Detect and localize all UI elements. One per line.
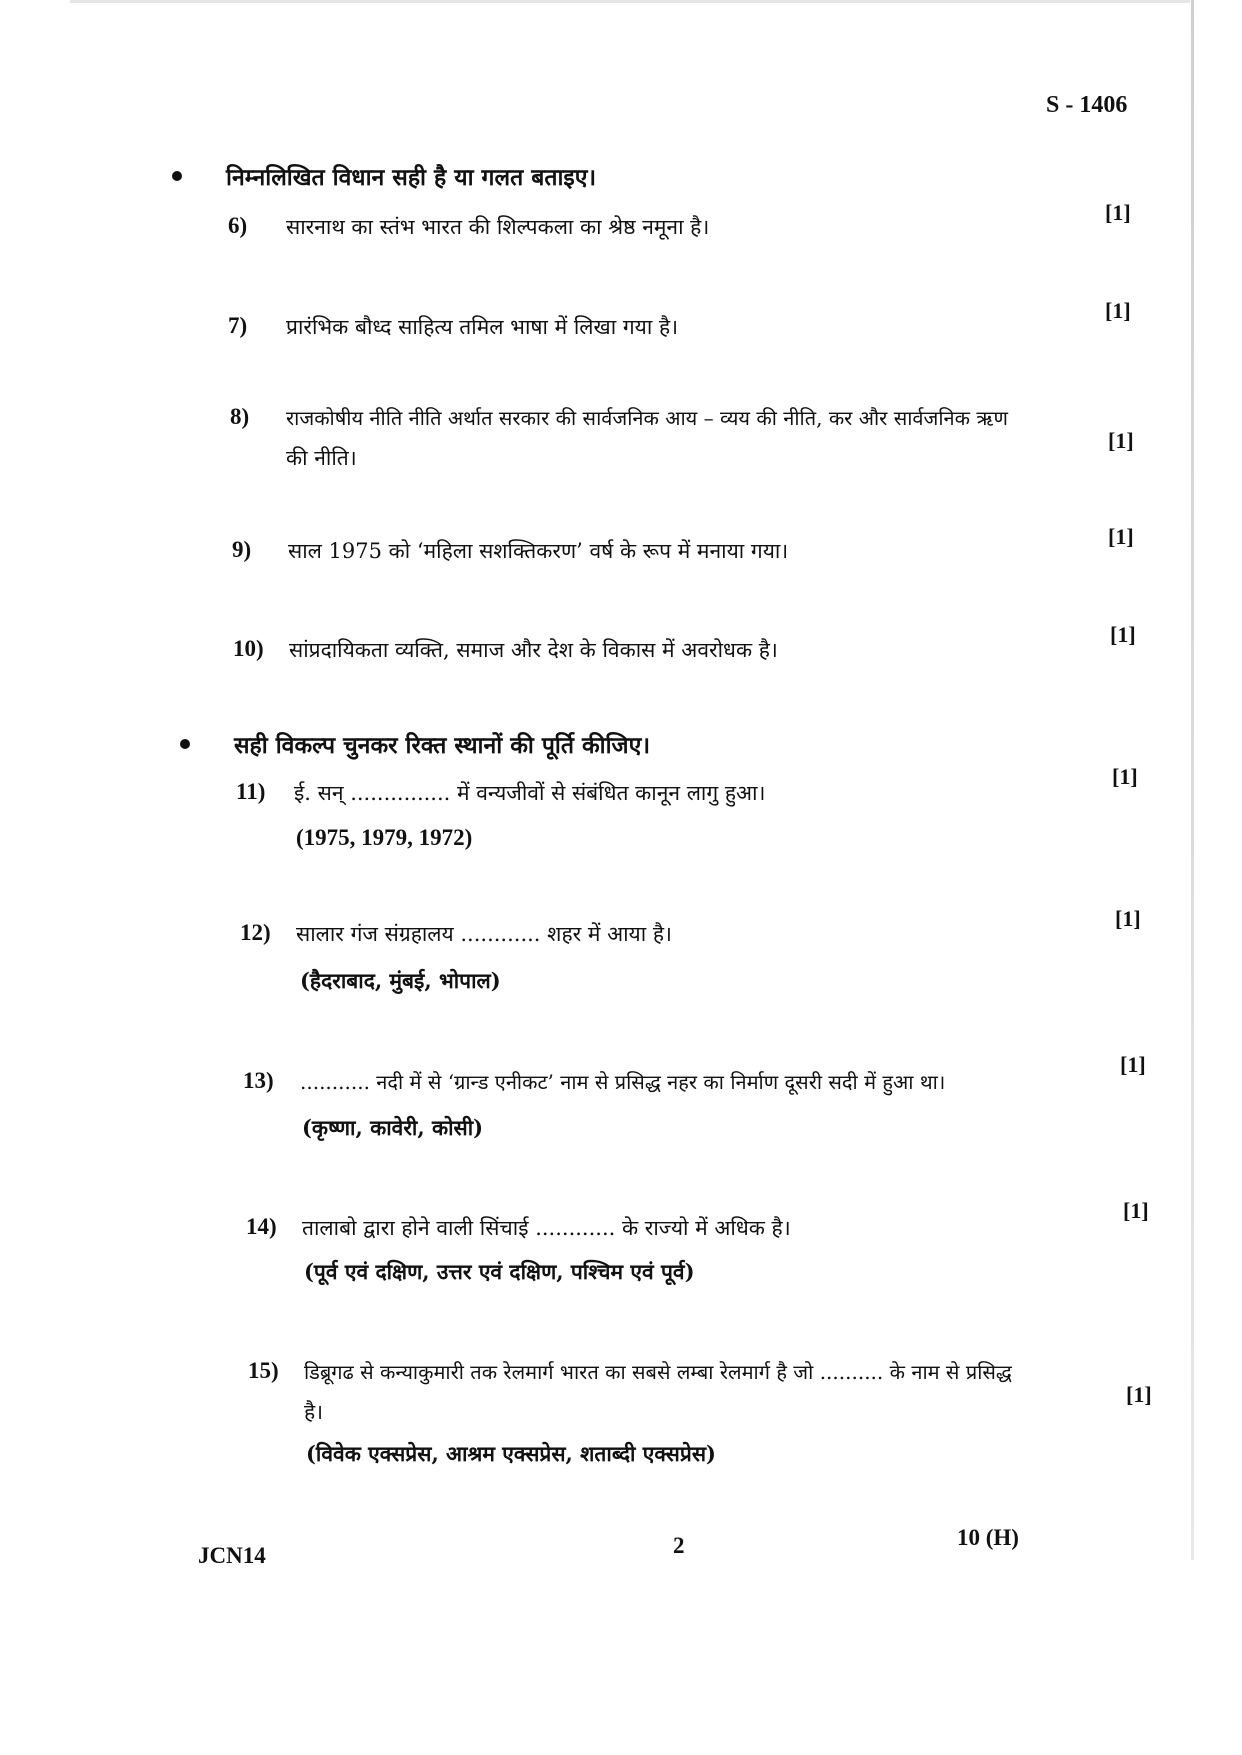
- bullet-icon: [172, 171, 182, 181]
- question-number: 13): [243, 1068, 274, 1093]
- page-top-border: [70, 0, 1190, 3]
- bullet-icon: [180, 739, 190, 749]
- question-number: 6): [228, 213, 248, 238]
- section-heading-text: निम्नलिखित विधान सही है या गलत बताइए।: [226, 164, 597, 191]
- question-text: साल 1975 को ‘महिला सशक्तिकरण’ वर्ष के रूप में मनाया गया।: [288, 539, 789, 563]
- question-number: 14): [246, 1214, 277, 1239]
- question-number: 12): [240, 920, 271, 945]
- question-number: 10): [233, 636, 264, 661]
- answer-options: (1975, 1979, 1972): [296, 825, 473, 850]
- question-text: प्रारंभिक बौध्द साहित्य तमिल भाषा में लिखा गया है।: [286, 315, 679, 339]
- marks-label: [1]: [1110, 622, 1136, 647]
- page-right-border: [1191, 0, 1194, 1560]
- question-text: सारनाथ का स्तंभ भारत की शिल्पकला का श्रेष्ठ नमूना है।: [286, 215, 710, 239]
- question-text-continued: की नीति।: [286, 446, 357, 470]
- answer-options: (पूर्व एवं दक्षिण, उत्तर एवं दक्षिण, पश्चिम एवं पूर्व): [304, 1259, 695, 1284]
- question-number: 15): [248, 1358, 279, 1383]
- marks-label: [1]: [1115, 906, 1141, 931]
- marks-label: [1]: [1126, 1382, 1152, 1407]
- question-text: ई. सन् ............... में वन्यजीवों से संबंधित कानून लागु हुआ।: [294, 781, 766, 805]
- page-number: 2: [673, 1533, 685, 1558]
- question-text: तालाबो द्वारा होने वाली सिंचाई ............ के राज्यो में अधिक है।: [302, 1216, 791, 1240]
- question-number: 9): [232, 537, 252, 562]
- question-number: 11): [236, 779, 266, 804]
- paper-code: S - 1406: [1046, 92, 1128, 118]
- footer-paper-id: 10 (H): [957, 1525, 1019, 1550]
- question-text: सांप्रदायिकता व्यक्ति, समाज और देश के विकास में अवरोधक है।: [289, 638, 778, 662]
- answer-options: (विवेक एक्सप्रेस, आश्रम एक्सप्रेस, शताब्दी एक्सप्रेस): [306, 1441, 716, 1466]
- answer-options: (कृष्णा, कावेरी, कोसी): [302, 1115, 484, 1140]
- section-heading-text: सही विकल्प चुनकर रिक्त स्थानों की पूर्ति कीजिए।: [234, 732, 651, 759]
- marks-label: [1]: [1105, 298, 1131, 323]
- question-text: डिब्रूगढ से कन्याकुमारी तक रेलमार्ग भारत का सबसे लम्बा रेलमार्ग है जो .......... के नाम से प्रसिद्ध: [304, 1360, 1012, 1384]
- marks-label: [1]: [1105, 200, 1131, 225]
- section-heading-true-false: [172, 160, 596, 192]
- marks-label: [1]: [1108, 524, 1134, 549]
- question-text: सालार गंज संग्रहालय ............ शहर में आया है।: [296, 922, 672, 946]
- section-heading-fill-blanks: [180, 728, 650, 760]
- footer-code: JCN14: [198, 1543, 266, 1568]
- question-text-continued: है।: [304, 1400, 324, 1424]
- marks-label: [1]: [1120, 1052, 1146, 1077]
- question-text: राजकोषीय नीति नीति अर्थात सरकार की सार्वजनिक आय – व्यय की नीति, कर और सार्वजनिक ऋण: [286, 406, 1008, 430]
- answer-options: (हैदराबाद, मुंबई, भोपाल): [300, 968, 501, 993]
- marks-label: [1]: [1108, 428, 1134, 453]
- question-number: 8): [230, 404, 250, 429]
- marks-label: [1]: [1123, 1198, 1149, 1223]
- question-number: 7): [228, 313, 248, 338]
- marks-label: [1]: [1112, 764, 1138, 789]
- question-text: ........... नदी में से ‘ग्रान्ड एनीकट’ नाम से प्रसिद्ध नहर का निर्माण दूसरी सदी में हुआ था।: [300, 1070, 946, 1094]
